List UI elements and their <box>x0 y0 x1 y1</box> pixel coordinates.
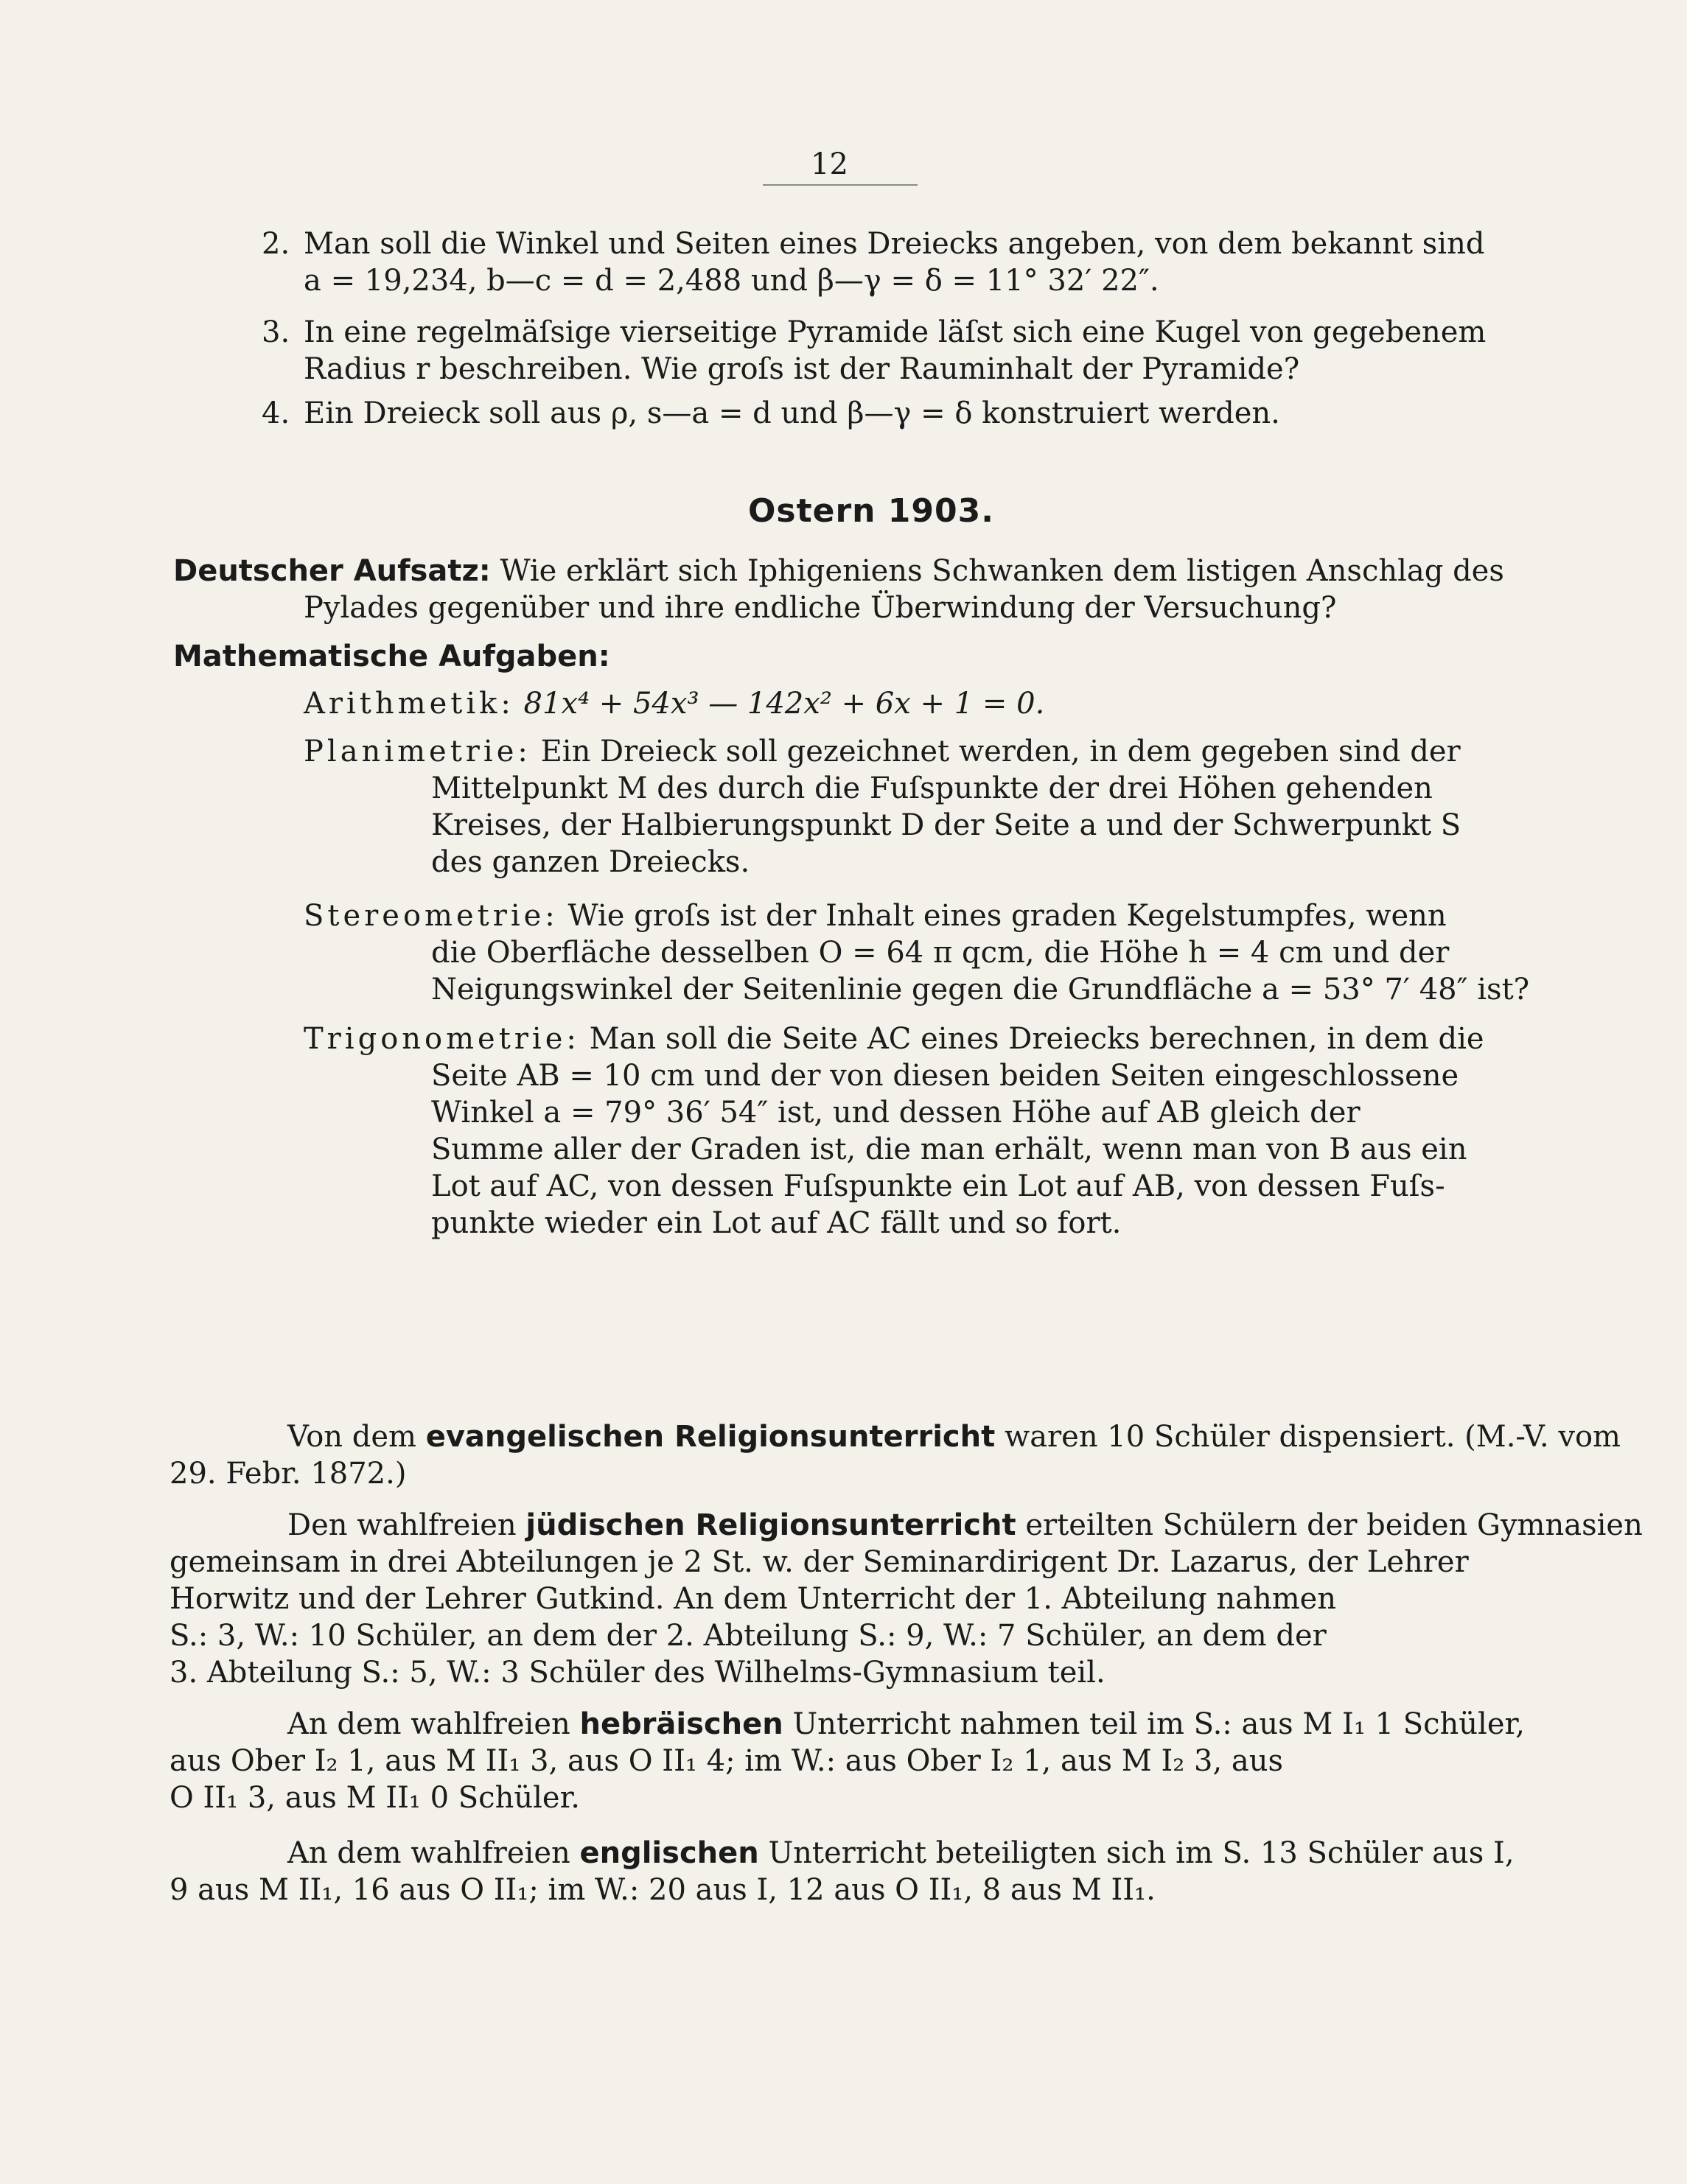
evangelisch-pre: Von dem <box>287 1420 416 1454</box>
problem-4-number: 4. <box>262 396 290 430</box>
hebraeisch-line1 <box>287 1706 1525 1743</box>
arithmetik-line <box>304 685 1044 722</box>
evangelisch-line2: 29. Febr. 1872.) <box>170 1457 407 1491</box>
planimetrie-line1 <box>304 733 1461 770</box>
section-heading: Ostern 1903. <box>748 492 994 530</box>
arithmetik-equation: 81x⁴ + 54x³ — 142x² + 6x + 1 = 0. <box>523 687 1045 721</box>
juedisch-line5: 3. Abteilung S.: 5, W.: 3 Schüler des Wilhelms-Gymnasium teil. <box>170 1656 1106 1690</box>
planimetrie-label: Planimetrie: <box>304 735 531 769</box>
trigonometrie-label: Trigonometrie: <box>304 1022 580 1056</box>
englisch-line2: 9 aus M II₁, 16 aus O II₁; im W.: 20 aus I, 12 aus O II₁, 8 aus M II₁. <box>170 1873 1156 1907</box>
aufsatz-line2: Pylades gegenüber und ihre endliche Überwindung der Versuchung? <box>304 591 1337 625</box>
hebraeisch-line3: O II₁ 3, aus M II₁ 0 Schüler. <box>170 1781 581 1815</box>
problem-3-line1: In eine regelmäſsige vierseitige Pyramide läſst sich eine Kugel von gegebenem <box>304 315 1487 349</box>
planimetrie-text-line1: Ein Dreieck soll gezeichnet werden, in dem gegeben sind der <box>540 735 1461 769</box>
arithmetik-label: Arithmetik: <box>304 687 514 721</box>
juedisch-pre: Den wahlfreien <box>287 1508 517 1542</box>
problem-4-line1: Ein Dreieck soll aus ρ, s—a = d und β—γ = δ konstruiert werden. <box>304 396 1280 430</box>
trigonometrie-line6: punkte wieder ein Lot auf AC fällt und so fort. <box>431 1206 1122 1240</box>
page-number: 12 <box>811 147 848 181</box>
trigonometrie-text-line1: Man soll die Seite AC eines Dreiecks berechnen, in dem die <box>589 1022 1484 1056</box>
math-heading: Mathematische Aufgaben: <box>173 640 610 673</box>
hebraeisch-pre: An dem wahlfreien <box>287 1707 570 1741</box>
planimetrie-line2: Mittelpunkt M des durch die Fuſspunkte der drei Höhen gehenden <box>431 771 1433 805</box>
juedisch-bold: jüdischen Religionsunterricht <box>525 1508 1016 1542</box>
englisch-bold: englischen <box>579 1836 759 1870</box>
evangelisch-line1 <box>287 1418 1621 1455</box>
juedisch-line2: gemeinsam in drei Abteilungen je 2 St. w. der Seminardirigent Dr. Lazarus, der Lehrer <box>170 1545 1469 1579</box>
evangelisch-post: waren 10 Schüler dispensiert. (M.-V. vom <box>1004 1420 1621 1454</box>
header-rule <box>763 184 918 186</box>
problem-2-line2: a = 19,234, b—c = d = 2,488 und β—γ = δ = 11° 32′ 22″. <box>304 264 1159 298</box>
stereometrie-line2: die Oberfläche desselben O = 64 π qcm, die Höhe h = 4 cm und der <box>431 936 1450 970</box>
planimetrie-line3: Kreises, der Halbierungspunkt D der Seite a und der Schwerpunkt S <box>431 808 1461 842</box>
trigonometrie-line1 <box>304 1021 1484 1057</box>
englisch-post: Unterricht beteiligten sich im S. 13 Schüler aus I, <box>768 1836 1515 1870</box>
stereometrie-text-line1: Wie groſs ist der Inhalt eines graden Kegelstumpfes, wenn <box>567 899 1447 933</box>
juedisch-line4: S.: 3, W.: 10 Schüler, an dem der 2. Abteilung S.: 9, W.: 7 Schüler, an dem der <box>170 1619 1327 1653</box>
aufsatz-text-line1: Wie erklärt sich Iphigeniens Schwanken dem listigen Anschlag des <box>500 554 1504 588</box>
trigonometrie-line4: Summe aller der Graden ist, die man erhält, wenn man von B aus ein <box>431 1133 1467 1166</box>
problem-2-line1: Man soll die Winkel und Seiten eines Dreiecks angeben, von dem bekannt sind <box>304 227 1485 261</box>
stereometrie-line3: Neigungswinkel der Seitenlinie gegen die Grundfläche a = 53° 7′ 48″ ist? <box>431 973 1530 1007</box>
stereometrie-label: Stereometrie: <box>304 899 559 933</box>
englisch-line1 <box>287 1835 1515 1872</box>
trigonometrie-line3: Winkel a = 79° 36′ 54″ ist, und dessen Höhe auf AB gleich der <box>431 1096 1361 1130</box>
juedisch-line1 <box>287 1507 1643 1544</box>
problem-3-line2: Radius r beschreiben. Wie groſs ist der Rauminhalt der Pyramide? <box>304 352 1300 386</box>
stereometrie-line1 <box>304 897 1447 934</box>
juedisch-post: erteilten Schülern der beiden Gymnasien <box>1025 1508 1643 1542</box>
juedisch-line3: Horwitz und der Lehrer Gutkind. An dem Unterricht der 1. Abteilung nahmen <box>170 1582 1337 1616</box>
hebraeisch-bold: hebräischen <box>579 1707 783 1741</box>
trigonometrie-line5: Lot auf AC, von dessen Fuſspunkte ein Lot auf AB, von dessen Fuſs- <box>431 1169 1445 1203</box>
planimetrie-line4: des ganzen Dreiecks. <box>431 845 750 879</box>
aufsatz-label: Deutscher Aufsatz: <box>173 554 491 588</box>
problem-3-number: 3. <box>262 315 290 349</box>
trigonometrie-line2: Seite AB = 10 cm und der von diesen beiden Seiten eingeschlossene <box>431 1059 1459 1093</box>
aufsatz-line1 <box>173 553 1504 589</box>
evangelisch-bold: evangelischen Religionsunterricht <box>425 1420 996 1454</box>
hebraeisch-post: Unterricht nahmen teil im S.: aus M I₁ 1 Schüler, <box>792 1707 1525 1741</box>
hebraeisch-line2: aus Ober I₂ 1, aus M II₁ 3, aus O II₁ 4; im W.: aus Ober I₂ 1, aus M I₂ 3, aus <box>170 1744 1284 1778</box>
englisch-pre: An dem wahlfreien <box>287 1836 570 1870</box>
problem-2-number: 2. <box>262 227 290 261</box>
